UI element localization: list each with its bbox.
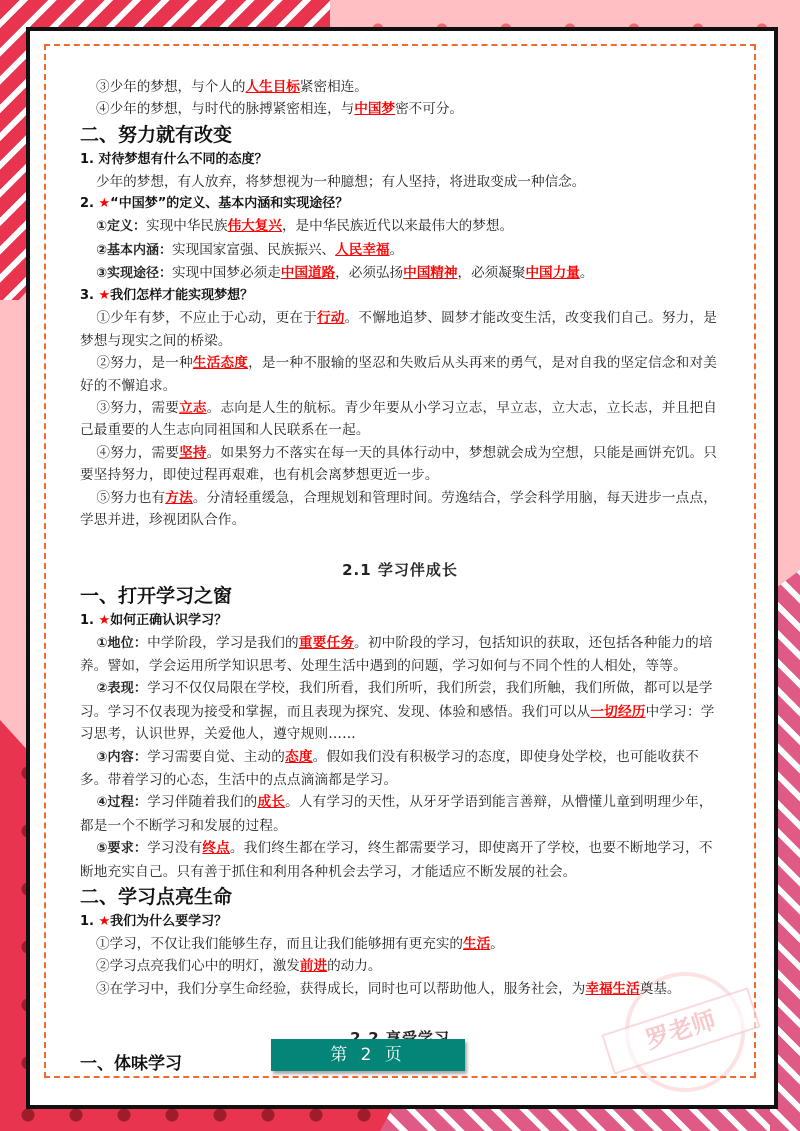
keyword: 人生目标 [245,79,300,95]
question-heading: 3. ★我们怎样才能实现梦想？ [80,288,254,304]
keyword: 重要任务 [298,634,355,651]
section-heading: 一、打开学习之窗 [80,584,233,607]
border-dots-top-right [330,0,800,30]
star-icon: ★ [98,288,111,304]
keyword: 人民幸福 [335,241,390,258]
section-heading: 二、努力就有改变 [80,123,233,146]
list-item: ③在学习中，我们分享生命经验，获得成长，同时也可以帮助他人，服务社会，为幸福生活奠基。 [96,980,681,997]
chapter-title: 2.1 学习伴成长 [342,560,458,579]
list-item: ①定义：实现中华民族伟大复兴，是中华民族近代以来最伟大的梦想。 [96,218,514,235]
paragraph: ④过程：学习伴随着我们的成长。人有学习的天性，从牙牙学语到能言善辩，从懵懂儿童到明理少年，都是一个不断学习和发展的过程。 [80,794,713,834]
border-stripes-top-left [0,0,345,30]
paragraph: ③努力，需要立志。志向是人生的航标。青少年要从小学习立志，早立志，立大志，立长志，并且把自己最重要的人生志向同祖国和人民联系在一起。 [80,400,718,439]
question-heading: 1. ★如何正确认识学习？ [80,612,228,628]
paragraph: ②努力，是一种生活态度，是一种不服输的坚忍和失败后从头再来的勇气，是对自我的坚定信念和对美好的不懈追求。 [80,355,718,394]
star-icon: ★ [98,612,111,628]
keyword: 前进 [299,958,328,975]
star-icon: ★ [98,196,111,212]
keyword: 中国力量 [525,265,580,282]
section-heading: 一、体味学习 [80,1054,182,1075]
paragraph: ⑤要求：学习没有终点。我们终生都在学习，终生都需要学习，即使离开了学校，也要不断地学习，不断地充实自己。只有善于抓住和利用各种机会去学习，才能适应不断发展的社会。 [80,840,713,880]
keyword: 中国精神 [403,265,458,282]
keyword: 态度 [285,748,313,765]
keyword: 中国梦 [354,101,396,118]
list-item: ④少年的梦想，与时代的脉搏紧密相连，与中国梦密不可分。 [96,101,464,118]
keyword: 立志 [179,400,207,417]
keyword: 幸福生活 [585,980,640,997]
paragraph: ①少年有梦，不应止于心动，更在于行动。不懈地追梦、圆梦才能改变生活，改变我们自己。努力，是梦想与现实之间的桥梁。 [80,310,718,349]
paragraph: ③内容：学习需要自觉、主动的态度。假如我们没有积极学习的态度，即使身处学校，也可能收获不多。带着学习的心态，生活中的点点滴滴都是学习。 [80,748,699,788]
keyword: 行动 [317,310,345,327]
list-item: ②基本内涵：实现国家富强、民族振兴、人民幸福。 [96,241,404,258]
keyword: 伟大复兴 [227,218,282,235]
star-icon: ★ [98,913,111,929]
question-heading: 1. ★我们为什么要学习？ [80,913,228,929]
paragraph: ②表现：学习不仅仅局限在学校，我们所看，我们所听，我们所尝，我们所触，我们所做，都可以是学习。学习不仅表现为接受和掌握，而且表现为探究、发现、体验和感悟。我们可以从一切经历中学习：学习思考，认识世界，关爱他人，遵守规则…… [80,680,715,743]
keyword: 成长 [257,794,286,811]
keyword: 终点 [202,840,230,857]
document-content [80,76,720,1078]
keyword: 生活 [463,935,491,952]
keyword: 一切经历 [590,703,646,720]
section-heading: 二、学习点亮生命 [80,885,233,908]
list-item: ①学习，不仅让我们能够生存，而且让我们能够拥有更充实的生活。 [96,935,504,952]
paragraph: ④努力，需要坚持。如果努力不落实在每一天的具体行动中，梦想就会成为空想，只能是画饼充饥。只要坚持努力，即使过程再艰难，也有机会离梦想更近一步。 [80,444,718,484]
question-heading: 2. ★“中国梦”的定义、基本内涵和实现途径？ [80,196,349,212]
answer-text: 少年的梦想，有人放弃，将梦想视为一种臆想；有人坚持，将进取变成一种信念。 [96,173,586,190]
watermark-stamp-text: 罗老师 [601,987,760,1075]
keyword: 生活态度 [192,355,249,372]
list-item: ③实现途径：实现中国梦必须走中国道路，必须弘扬中国精神，必须凝聚中国力量。 [96,265,594,282]
paragraph: ①地位：中学阶段，学习是我们的重要任务。初中阶段的学习，包括知识的获取，还包括各种能力的培养。譬如，学会运用所学知识思考、处理生活中遇到的问题，学习如何与不同个性的人相处，等等。 [80,634,713,674]
keyword: 坚持 [179,444,207,461]
list-item: ③少年的梦想，与个人的人生目标紧密相连。 [96,79,368,95]
list-item: ②学习点亮我们心中的明灯，激发前进的动力。 [96,958,382,975]
keyword: 方法 [165,489,193,506]
keyword: 中国道路 [280,265,336,282]
paragraph: ⑤努力也有方法。分清轻重缓急，合理规划和管理时间。劳逸结合，学会科学用脑，每天进步一点点，学思并进，珍视团队合作。 [80,489,718,529]
page-number-badge: 第 2 页 [271,1039,465,1071]
question-heading: 1. 对待梦想有什么不同的态度？ [80,151,268,167]
